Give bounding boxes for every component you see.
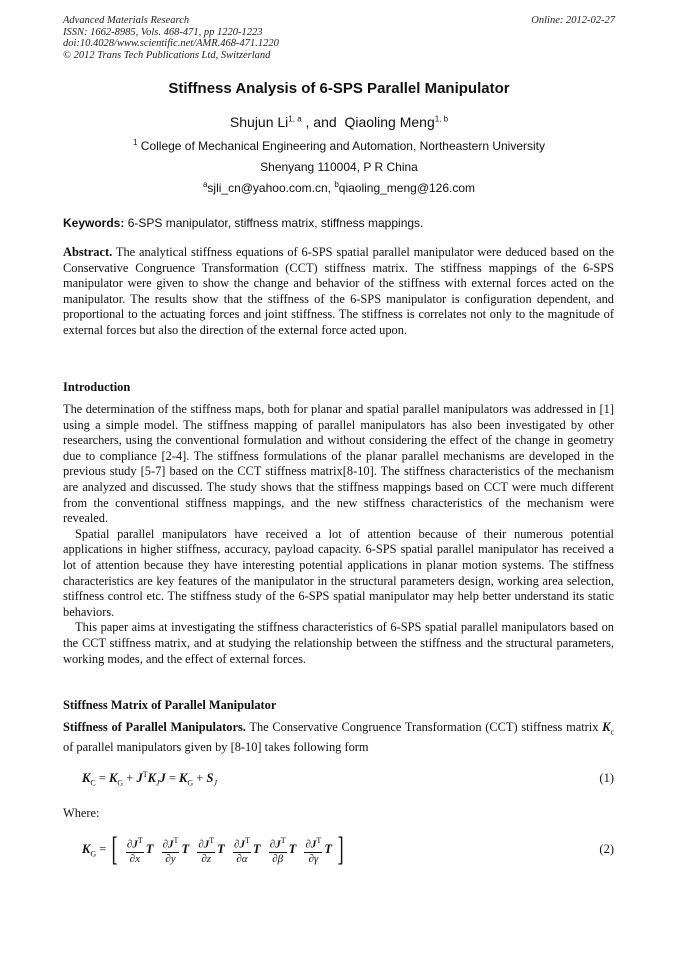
email-a-sup: a <box>202 180 208 189</box>
partial-fraction: $\frac{\partial J^T}{\partial x}$ <box>126 836 143 865</box>
email-line <box>0 181 678 195</box>
author-1-sup: 1, a <box>288 114 302 124</box>
subsection-text-b: of parallel manipulators given by [8-10] takes following form <box>63 740 369 755</box>
intro-paragraph-2: Spatial parallel manipulators have received a lot of attention because of their numerous potential applications in higher stiffness, accuracy, payload capacity. 6-SPS spatial parallel manipulator has received a lot of attention because they have interesting potential applications in planar motion systems. The stiffness characteristics are key features of the manipulator in the structural parameters design, working area selection, stiffness control etc. The stiffness study of the 6-SPS spatial manipulator may help better understand its static behaviors. <box>63 526 614 619</box>
subsection-label: Stiffness of Parallel Manipulators. <box>63 720 246 734</box>
author-joiner: , and <box>301 114 345 130</box>
keywords <box>63 216 423 230</box>
online-date: Online: 2012-02-27 <box>531 15 615 26</box>
intro-paragraph-1: The determination of the stiffness maps, both for planar and spatial parallel manipulators was addressed in [1] using a simple model. The stiffness mapping of parallel manipulators has also been investigated by other researchers, using the conventional formulation and without considering the effect of the change in geometry due to compliance [2-4]. The stiffness formulations of the planar parallel mechanisms are developed in the previous study [5-7] based on the CCT stiffness matrix[8-10]. The stiffness characteristics of the mechanism are analyzed and discussed. The study shows that the stiffness mappings based on CCT were much different from the conventional stiffness mappings, and the new stiffness characteristics of the mechanism were revealed. <box>63 402 614 526</box>
email-b-sup: b <box>334 180 339 189</box>
section-heading-stiffness-matrix: Stiffness Matrix of Parallel Manipulator <box>63 698 277 712</box>
partial-fraction: $\frac{\partial J^T}{\partial z}$ <box>198 836 215 865</box>
abstract-label: Abstract. <box>63 245 113 259</box>
partial-fraction: $\frac{\partial J^T}{\partial\alpha}$ <box>234 836 250 865</box>
email-b: qiaoling_meng@126.com <box>338 181 476 195</box>
subsection-text-a: The Conservative Congruence Transformation (CCT) stiffness matrix <box>245 720 603 734</box>
abstract-paragraph <box>63 245 614 339</box>
partial-fraction: $\frac{\partial J^T}{\partial\gamma}$ <box>305 836 322 865</box>
paper-title: Stiffness Analysis of 6-SPS Parallel Manipulator <box>168 80 510 97</box>
equation-2: $K_G$ = [ $\frac{\partial J^T}{\partial x}$ T $\frac{\partial J^T}{\partial y}$ T $\frac{\partial J^T}{\partial z}$ T $\frac{\partial J^T}{\partial\alpha}$ T $\frac{\partial J^T}{\partial\beta}$ T $\frac{\partial J^T}{\partial\gamma}$ T ] <box>82 831 344 868</box>
affiliation-line-2: Shenyang 110004, P R China <box>260 160 418 174</box>
author-2: Qiaoling Meng <box>344 114 435 130</box>
introduction-heading: Introduction <box>63 380 131 394</box>
equation-1-number: (1) <box>599 771 614 785</box>
doi-line: doi:10.4028/www.scientific.net/AMR.468-471.1220 <box>63 38 279 49</box>
author-1: Shujun Li <box>229 114 289 130</box>
abstract-text: The analytical stiffness equations of 6-SPS spatial parallel manipulator were deduced based on the Conservative Congruence Transformation (CCT) stiffness matrix. The stiffness mappings of the 6-SPS manipulator were given to show the change and behavior of the stiffness with external forces acted on the manipulator. The results show that the stiffness of the 6-SPS manipulator is configuration dependent, and proportional to the actuating forces and joint stiffness. The stiffness is correlates not only to the magnitude of external forces but also the direction of the external force acted upon. <box>63 245 614 337</box>
intro-paragraph-3: This paper aims at investigating the stiffness characteristics of 6-SPS spatial parallel manipulators based on the CCT stiffness matrix, and at studying the relationship between the stiffness and the structural parameters, working modes, and the effect of external forces. <box>63 620 614 666</box>
issn-line: ISSN: 1662-8985, Vols. 468-471, pp 1220-1223 <box>63 26 263 38</box>
equation-2-number: (2) <box>599 842 614 856</box>
journal-header <box>63 15 615 61</box>
partial-fraction: $\frac{\partial J^T}{\partial y}$ <box>162 836 179 865</box>
affiliation-sup: 1 <box>132 138 138 147</box>
partial-fraction: $\frac{\partial J^T}{\partial\beta}$ <box>269 836 286 865</box>
where-label: Where: <box>63 806 100 820</box>
email-a: sjli_cn@yahoo.com.cn, <box>207 181 335 195</box>
affiliation-line-1 <box>0 139 678 153</box>
keywords-label: Keywords: <box>63 216 125 230</box>
keywords-text: 6-SPS manipulator, stiffness matrix, stiffness mappings. <box>124 216 424 230</box>
kc-symbol: $K_c$ <box>602 720 614 737</box>
author-line <box>0 114 678 130</box>
journal-name: Advanced Materials Research <box>63 15 190 26</box>
introduction-body <box>63 402 614 667</box>
copyright-line: © 2012 Trans Tech Publications Ltd, Switzerland <box>63 49 271 61</box>
equation-1: $K_C = K_G + J^TK_JJ = K_G + S_J$ <box>82 770 217 788</box>
affiliation-text: College of Mechanical Engineering and Automation, Northeastern University <box>137 139 545 153</box>
author-2-sup: 1, b <box>434 114 449 124</box>
stiffness-subsection-paragraph <box>63 720 614 756</box>
